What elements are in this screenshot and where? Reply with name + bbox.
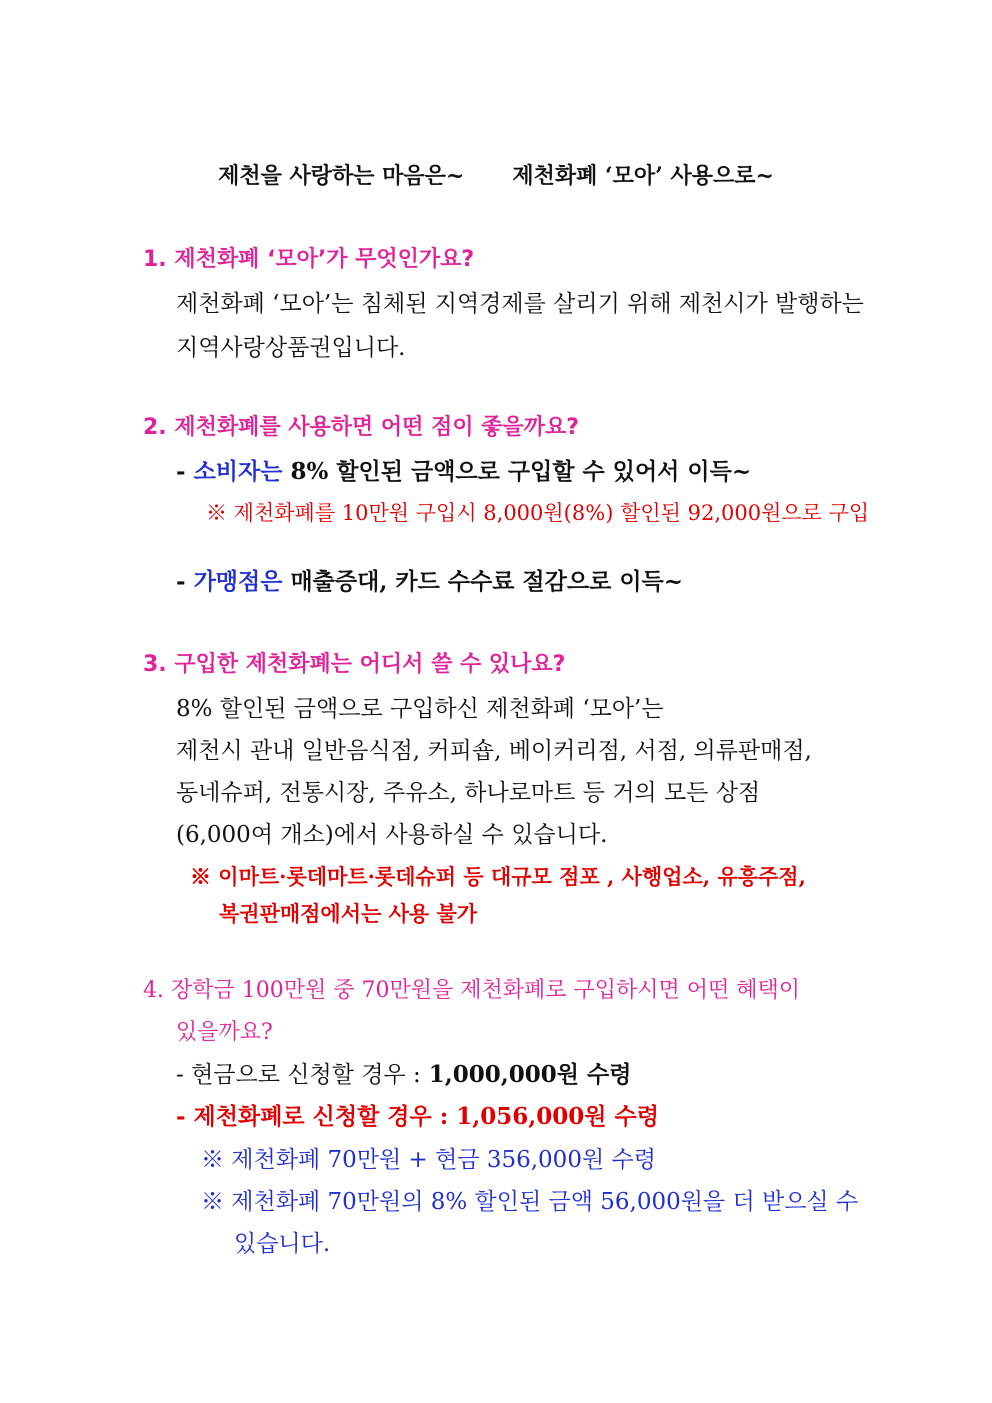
dash: - xyxy=(176,568,194,595)
dash: - xyxy=(176,458,194,485)
section1-line2: 지역사랑상품권입니다. xyxy=(176,335,406,361)
section3-line3: 동네슈퍼, 전통시장, 주유소, 하나로마트 등 거의 모든 상점 xyxy=(176,780,761,806)
section4-note2-line1: ※ 제천화폐 70만원의 8% 할인된 금액 56,000원을 더 받으실 수 xyxy=(201,1189,859,1215)
section3-note1: ※ 이마트·롯데마트·롯데슈퍼 등 대규모 점포 , 사행업소, 유흥주점, xyxy=(190,864,806,889)
document-title xyxy=(0,161,992,191)
section2-consumer-note: ※ 제천화폐를 10만원 구입시 8,000원(8%) 할인된 92,000원으로 구입 xyxy=(206,501,870,525)
section3-line1: 8% 할인된 금액으로 구입하신 제천화폐 ‘모아’는 xyxy=(176,696,664,722)
section2-merchant-line xyxy=(176,567,683,597)
consumer-text: 8% 할인된 금액으로 구입할 수 있어서 이득~ xyxy=(282,458,752,485)
merchant-text: 매출증대, 카드 수수료 절감으로 이득~ xyxy=(282,568,684,595)
section4-moa-line xyxy=(176,1102,659,1132)
title-right: 제천화폐 ‘모아’ 사용으로~ xyxy=(512,163,774,189)
moa-amount: 1,056,000원 수령 xyxy=(448,1103,659,1130)
section4-note1: ※ 제천화폐 70만원 + 현금 356,000원 수령 xyxy=(201,1147,656,1173)
section4-note2-line2: 있습니다. xyxy=(234,1231,331,1257)
moa-prefix: - 제천화폐로 신청할 경우 : xyxy=(176,1103,449,1130)
consumer-label: 소비자는 xyxy=(193,458,283,485)
cash-prefix: - 현금으로 신청할 경우 : xyxy=(176,1062,421,1088)
section4-heading-line2: 있을까요? xyxy=(176,1020,273,1045)
section3-heading: 3. 구입한 제천화폐는 어디서 쓸 수 있나요? xyxy=(143,652,566,677)
section2-heading: 2. 제천화폐를 사용하면 어떤 점이 좋을까요? xyxy=(143,415,580,440)
section3-line4: (6,000여 개소)에서 사용하실 수 있습니다. xyxy=(176,822,608,848)
cash-amount: 1,000,000원 수령 xyxy=(420,1061,632,1088)
title-left: 제천을 사랑하는 마음은~ xyxy=(218,163,465,189)
section4-heading-line1: 4. 장학금 100만원 중 70만원을 제천화폐로 구입하시면 어떤 혜택이 xyxy=(143,978,800,1003)
section3-note2: 복권판매점에서는 사용 불가 xyxy=(219,901,478,926)
merchant-label: 가맹점은 xyxy=(193,568,283,595)
section2-consumer-line xyxy=(176,457,751,487)
section4-cash-line xyxy=(176,1060,631,1090)
section3-line2: 제천시 관내 일반음식점, 커피숍, 베이커리점, 서점, 의류판매점, xyxy=(176,738,812,764)
section1-line1: 제천화폐 ‘모아’는 침체된 지역경제를 살리기 위해 제천시가 발행하는 xyxy=(176,291,864,317)
section1-heading: 1. 제천화폐 ‘모아’가 무엇인가요? xyxy=(143,247,475,272)
